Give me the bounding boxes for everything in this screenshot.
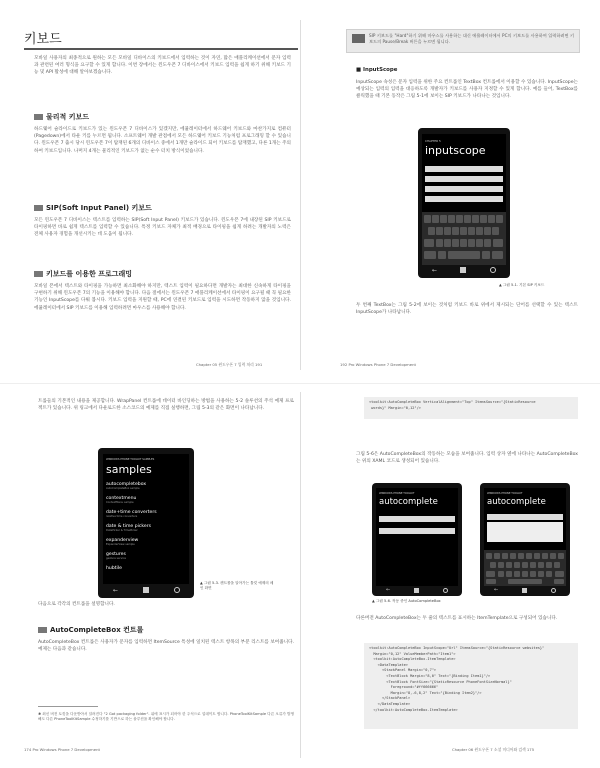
after-figure-paragraph: 두 번째 TextBox는 그림 5-2에 보이는 것처럼 키보드 바로 위에서 제시되는 단어를 선택할 수 있는 텍스트 InputScope가 나타납니다. bbox=[356, 303, 578, 316]
windows-icon[interactable] bbox=[460, 267, 466, 273]
inputscope-paragraph: InputScope 속성은 문자 입력을 위한 주요 컨트롤인 TextBox 컨트롤에서 이용할 수 있습니다. InputScope는 예상되는 입력의 입력을 대응하도록 개발자가 키보드를 사용자 지정할 수 있게 합니다. 예를 들어, TextBox를 클릭했을 때 기본 동작은 그림 5-1에 보이는 SIP 키보드가 나타나는 것입니다. bbox=[356, 80, 578, 100]
section-heading-text: 물리적 키보드 bbox=[46, 113, 90, 121]
samples-list bbox=[106, 482, 188, 576]
back-icon[interactable]: ← bbox=[386, 587, 391, 593]
back-icon[interactable]: ← bbox=[432, 267, 438, 274]
wrappanel-paragraph: 트롤들의 기본적인 내용을 제공합니다. WrapPanel 컨트롤에 데이터 바인딩하는 방법을 사용하는 5-2 솔루션의 주석 예제 프로젝트가 있습니다. 위 링크에서 다운로드한 소스코드의 예제를 직접 실행하면, 그림 5-3의 같은 화면이 나타납니다. bbox=[38, 399, 294, 412]
heading-square-icon bbox=[34, 114, 43, 120]
list-item-name: contextmenu bbox=[106, 496, 137, 501]
figure-caption-text: 그림 5-1. 기본 SIP 키보드 bbox=[502, 283, 545, 287]
page-footer: Chapter 06 윈도우폰 7 소셜 미디어와 검색 175 bbox=[452, 747, 535, 752]
footnote bbox=[38, 712, 294, 723]
list-item[interactable] bbox=[106, 552, 188, 566]
windows-icon[interactable] bbox=[143, 587, 149, 593]
phone-autocomplete-input-2[interactable] bbox=[379, 528, 455, 534]
phone-screen bbox=[422, 134, 506, 265]
sip-keyboard[interactable] bbox=[484, 550, 566, 586]
page-footer: 174 Pro Windows Phone 7 Development bbox=[24, 747, 100, 752]
spread-separator bbox=[0, 383, 600, 384]
phone-textbox-2[interactable] bbox=[425, 176, 503, 182]
search-icon[interactable] bbox=[490, 267, 496, 273]
list-item-desc: gesture service bbox=[106, 557, 126, 560]
list-item-name: hubtile bbox=[106, 566, 122, 571]
spread-divider bbox=[300, 392, 301, 758]
list-item[interactable] bbox=[106, 538, 188, 552]
windows-icon[interactable] bbox=[414, 588, 419, 593]
chapter-title: 키보드 bbox=[24, 32, 62, 47]
list-item-desc: DatePicker & TimePicker bbox=[106, 529, 138, 532]
next-controls-paragraph: 다음으로 각각의 컨트롤을 설명합니다. bbox=[38, 602, 115, 607]
phone-app-title: inputscope bbox=[425, 144, 486, 157]
phone-app-title: samples bbox=[106, 463, 152, 476]
phone-app-title: autocomplete bbox=[487, 497, 546, 507]
phone-app-header: CHAPTER 5 bbox=[425, 139, 441, 143]
page-footer: Chapter 05 윈도우폰 7 입력 처리 191 bbox=[196, 362, 263, 367]
tip-note bbox=[346, 29, 580, 53]
back-icon[interactable]: ← bbox=[113, 587, 119, 594]
footnote-rule bbox=[38, 706, 98, 707]
search-icon[interactable] bbox=[174, 587, 180, 593]
code-listing-1: <toolkit:AutoCompleteBox VerticalAlignment="Top" ItemsSource="{StaticResource words}" Margin="0,12"/> bbox=[364, 397, 578, 419]
phone-app-header: WINDOWS PHONE TOOLKIT bbox=[487, 492, 523, 495]
section-heading-text: 키보드를 이용한 프로그래밍 bbox=[46, 270, 133, 278]
list-item[interactable] bbox=[106, 482, 188, 496]
section-heading-physical-keyboard bbox=[34, 112, 89, 122]
figure-caption-text: 그림 5-3. 캔트롤을 알아가는 툴킷 예제의 메인 화면 bbox=[200, 581, 274, 590]
phone-screen bbox=[484, 488, 566, 586]
note-icon bbox=[352, 34, 365, 43]
list-item[interactable] bbox=[106, 496, 188, 510]
phone-app-header: WINDOWS PHONE TOOLKIT SAMPLES bbox=[106, 458, 155, 461]
list-item-desc: ExpanderView sample bbox=[106, 543, 135, 546]
autocompletebox-paragraph: AutoCompleteBox 컨트롤은 사용자가 문자를 입력하면 ItemSource 특성에 일치된 텍스트 항목의 부분 리스트를 보여줍니다. 예제는 다음과 같습니다. bbox=[38, 640, 294, 653]
autocomplete-figure-paragraph: 그림 5-6은 AutoCompleteBox의 작동하는 모습을 보여줍니다. 입력 상자 옆에 나타나는 AutoCompleteBox는 위의 XAML 코드로 생성되어 있습니다. bbox=[356, 452, 578, 465]
phone-figure-inputscope bbox=[418, 128, 510, 278]
footnote-text: 최신 버전 토킷을 다운받아서 알려진다 "2 Got packaging folder". 위에 표시가 되어야 한 주석으로 업데이트 합니다. PhoneToolKitSample 다른 오류가 발생해도 다른 PhoneToolKitSample 수정하기를 기반으로 하는 솔루션을 확인해야 합니다. bbox=[38, 712, 294, 722]
phone-textbox-1[interactable] bbox=[425, 166, 503, 172]
heading-square-icon bbox=[34, 205, 43, 211]
list-item-desc: AutoCompleteBox sample bbox=[106, 487, 140, 490]
code-listing-2: <toolkit:AutoCompleteBox InputScope="Url" ItemsSource="{StaticResource websites}" Margin="0,12" ValueMemberPath="Item1"> <toolkit:AutoCompleteBox.ItemTemplate> <DataTemplate> <StackPanel Margin="0,7"> <TextBlock Margin="8,0" Text="{Binding Item1}"/> <TextBlock FontSize="{StaticResource PhoneFontSizeNormal}" Foreground="#ff666666" Margin="8,-6,8,2" Text="{Binding Item2}"/> </StackPanel> </DataTemplate> </toolkit:AutoCompleteBox.ItemTemplate> bbox=[364, 643, 578, 729]
phone-figure-autocomplete-1 bbox=[372, 483, 462, 596]
list-item-name: expanderview bbox=[106, 538, 139, 543]
list-item[interactable] bbox=[106, 524, 188, 538]
phone-textbox-4[interactable] bbox=[425, 196, 503, 202]
footnote-marker: ✱ bbox=[38, 712, 43, 716]
phone-suggestion-list[interactable] bbox=[487, 522, 563, 542]
sip-keyboard[interactable] bbox=[422, 212, 506, 265]
section-heading-programming bbox=[34, 269, 132, 279]
inputscope-heading-text: InputScope bbox=[362, 67, 398, 73]
section-heading-autocompletebox bbox=[38, 625, 143, 635]
page-footer: 192 Pro Windows Phone 7 Development bbox=[340, 362, 416, 367]
list-item-name: gestures bbox=[106, 552, 126, 557]
note-text: SIP 키보드를 "Hard"하기 위해 마우스를 사용하는 대신 에뮬레이터에서 PC의 키보드를 사용하여 입력하려면 키보드의 Pause/Break 버튼을 누르면 됩니다. bbox=[369, 33, 574, 45]
phone-autocomplete-input-1[interactable] bbox=[379, 516, 455, 522]
phone-screen bbox=[103, 454, 189, 584]
physical-keyboard-paragraph: 하드웨어 슬라이드로 키보드가 있는 윈도우폰 7 디바이스가 있겠지만, 에뮬레이터에서 하드웨어 키보드와 마찬가지로 컴퓨터(Pagedown)에서 타운 키를 누르면 됩니다. 소프트웨어 개발 관점에서 모든 하드웨어 키보드 기능처럼 프로그래밍 할 수 있습니다. 윈도우폰 7 출시 당시 윈도우폰 7이 탑재된 6개의 디바이스 중에서 1개만 슬라이드 되어 키보드를 탑재했고, 다른 1개는 주의 하여 키보드입니다. 나머지 4개는 물리적인 키보드가 없는 순수 터치 방식이었습니다. bbox=[34, 127, 291, 154]
intro-paragraph: 모바일 사용자의 최종적으로 원하는 모든 모바일 디바이스의 키보드에서 입력하는 것이 자연, 많은 애플리케이션에서 문자 입력과 관련된 여러 형식을 요구할 수 있게 합니다. 이번 장에서는 윈도우폰 7 디바이스에서 키보드 입력을 쉽게 하기 위해 키보드 기능 및 API 활성에 대해 알아보겠습니다. bbox=[34, 56, 291, 76]
phone-app-header: WINDOWS PHONE TOOLKIT bbox=[379, 492, 415, 495]
search-icon[interactable] bbox=[443, 588, 448, 593]
section-heading-text: AutoCompleteBox 컨트롤 bbox=[50, 626, 144, 634]
figure-5-6-caption: ▲ 그림 5-6. 작동 중인 AutoCompleteBox bbox=[372, 599, 441, 603]
search-icon[interactable] bbox=[551, 588, 556, 593]
spread-divider bbox=[300, 20, 301, 370]
figure-5-3-caption: ▲ 그림 5-3. 캔트롤을 알아가는 툴킷 예제의 메인 화면 bbox=[200, 581, 274, 590]
phone-autocomplete-input[interactable] bbox=[487, 514, 563, 520]
phone-screen bbox=[376, 488, 458, 586]
phone-textbox-3[interactable] bbox=[425, 186, 503, 192]
list-item-desc: relative time converters bbox=[106, 515, 138, 518]
list-item[interactable] bbox=[106, 566, 188, 576]
back-icon[interactable]: ← bbox=[494, 587, 499, 593]
phone-figure-autocomplete-2 bbox=[480, 483, 570, 596]
heading-square-icon bbox=[34, 271, 43, 277]
figure-caption-text: 그림 5-6. 작동 중인 AutoCompleteBox bbox=[375, 599, 441, 603]
list-item-name: date & time pickers bbox=[106, 524, 152, 529]
figure-5-1-caption: ▲ 그림 5-1. 기본 SIP 키보드 bbox=[499, 283, 545, 287]
heading-square-icon bbox=[38, 627, 47, 633]
programming-paragraph: 모바일 폰에서 텍스트와 타이핑을 가능하면 최소화해야 하지만, 텍스트 입력이 필요하다면 개발자는 최대한 신속하게 타이핑을 구현하기 위해 윈도우폰 7의 기능을 이용해야 합니다. 다음 절에서는 윈도우폰 7 애플리케이션에서 타이핑이 요구될 때 꼭 필요한 기능인 InputScope를 다뤄 봅시다. 키보드 입력을 지원할 때, PC에 연결된 키보드로 입력을 시도하면 작동하지 않을 것입니다. 에뮬레이터에서 SIP 키보드를 이용해 입력하려면 마우스를 사용해야 합니다. bbox=[34, 284, 291, 311]
title-rule bbox=[24, 48, 298, 50]
phone-app-title: autocomplete bbox=[379, 497, 438, 507]
windows-icon[interactable] bbox=[522, 588, 527, 593]
sip-paragraph: 모든 윈도우폰 7 디바이스는 텍스트를 입력하는 SIP(Soft Input Panel) 키보드가 있습니다. 윈도우폰 7에 내장된 SIP 키보드로 타이핑하면 바로 쉽게 텍스트를 입력할 수 있습니다. 특정 키보드 자체가 최적 배경으로 타이핑을 쉽게 하려는 개발자의 노력은 전체 사용자 경험을 개선시키는 데 도움이 됩니다. bbox=[34, 218, 291, 238]
list-item-desc: ContextMenu sample bbox=[106, 501, 134, 504]
list-item-name: autocompletebox bbox=[106, 482, 147, 487]
list-item-name: date+time converters bbox=[106, 510, 157, 515]
inputscope-heading: ■ InputScope bbox=[356, 67, 398, 73]
section-heading-sip bbox=[34, 203, 152, 213]
itemtemplate-paragraph: 다른버전 AutoCompleteBox는 두 줄의 텍스트를 표시하는 ItemTemplate으로 구성되어 있습니다. bbox=[356, 616, 558, 621]
section-heading-text: SIP(Soft Input Panel) 키보드 bbox=[46, 204, 152, 212]
phone-figure-samples bbox=[98, 448, 194, 598]
list-item[interactable] bbox=[106, 510, 188, 524]
